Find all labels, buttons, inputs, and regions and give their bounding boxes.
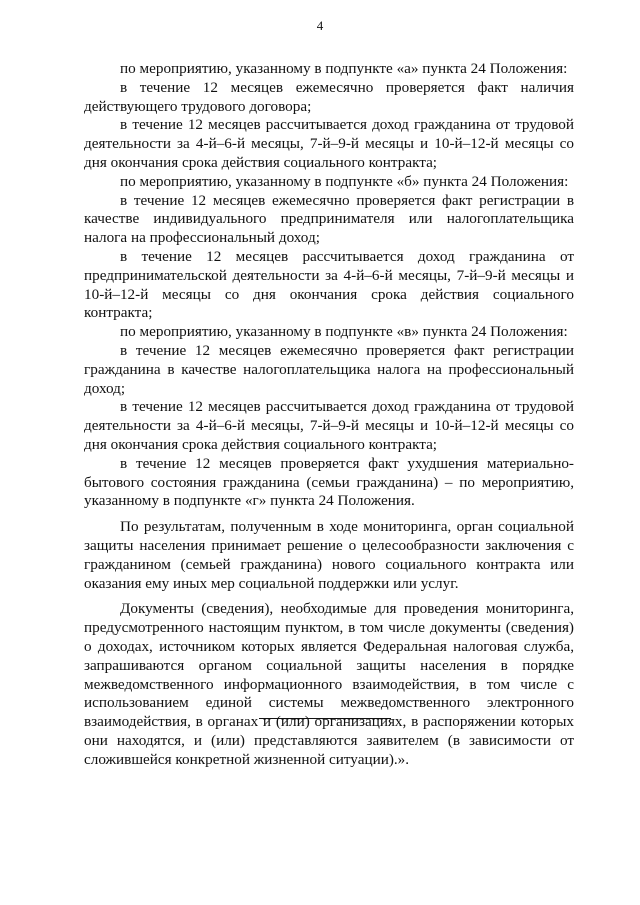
end-of-document-rule bbox=[259, 718, 391, 719]
paragraph: по мероприятию, указанному в подпункте «а» пункта 24 Положения: bbox=[120, 60, 568, 77]
paragraph: По результатам, полученным в ходе мониторинга, орган социальной защиты населения принимает решение о целесообразности заключения с гражданином (семьей гражданина) нового социального контракта или оказания ему иных мер социальной поддержки или услуг. bbox=[84, 518, 574, 592]
paragraph: в течение 12 месяцев ежемесячно проверяется факт регистрации гражданина в качестве налогоплательщика налога на профессиональный доход; bbox=[84, 341, 574, 397]
paragraph: по мероприятию, указанному в подпункте «в» пункта 24 Положения: bbox=[120, 323, 568, 341]
paragraph: в течение 12 месяцев ежемесячно проверяется факт наличия действующего трудового договора; bbox=[84, 78, 574, 115]
paragraph: Документы (сведения), необходимые для проведения мониторинга, предусмотренного настоящим пунктом, в том числе документы (сведения) о доходах, источником которых является Федеральная налоговая служба, запрашиваются органом социальной защиты населения в порядке межведомственного информационного взаимодействия, в том числе с использованием единой системы межведомственного электронного взаимодействия, в органах и (или) организациях, в распоряжении которых они находятся, и (или) представляются заявителем (в зависимости от сложившейся конкретной жизненной ситуации).». bbox=[84, 600, 574, 768]
document-body bbox=[84, 60, 574, 769]
paragraph: в течение 12 месяцев проверяется факт ухудшения материально-бытового состояния гражданина (семьи гражданина) – по мероприятию, указанному в подпункте «г» пункта 24 Положения. bbox=[84, 454, 574, 510]
paragraph: в течение 12 месяцев ежемесячно проверяется факт регистрации в качестве индивидуального предпринимателя или налогоплательщика налога на профессиональный доход; bbox=[84, 191, 574, 247]
page-number: 4 bbox=[316, 18, 324, 33]
paragraph: по мероприятию, указанному в подпункте «б» пункта 24 Положения: bbox=[120, 172, 569, 190]
paragraph: в течение 12 месяцев рассчитывается доход гражданина от предпринимательской деятельности за 4-й–6-й месяцы, 7-й–9-й месяцы и 10-й–12-й месяцы со дня окончания срока действия социального контракта; bbox=[84, 247, 574, 322]
paragraph: в течение 12 месяцев рассчитывается доход гражданина от трудовой деятельности за 4-й–6-й месяцы, 7-й–9-й месяцы и 10-й–12-й месяцы со дня окончания срока действия социального контракта; bbox=[84, 398, 574, 453]
paragraph: в течение 12 месяцев рассчитывается доход гражданина от трудовой деятельности за 4-й–6-й месяцы, 7-й–9-й месяцы и 10-й–12-й месяцы со дня окончания срока действия социального контракта; bbox=[84, 116, 574, 171]
